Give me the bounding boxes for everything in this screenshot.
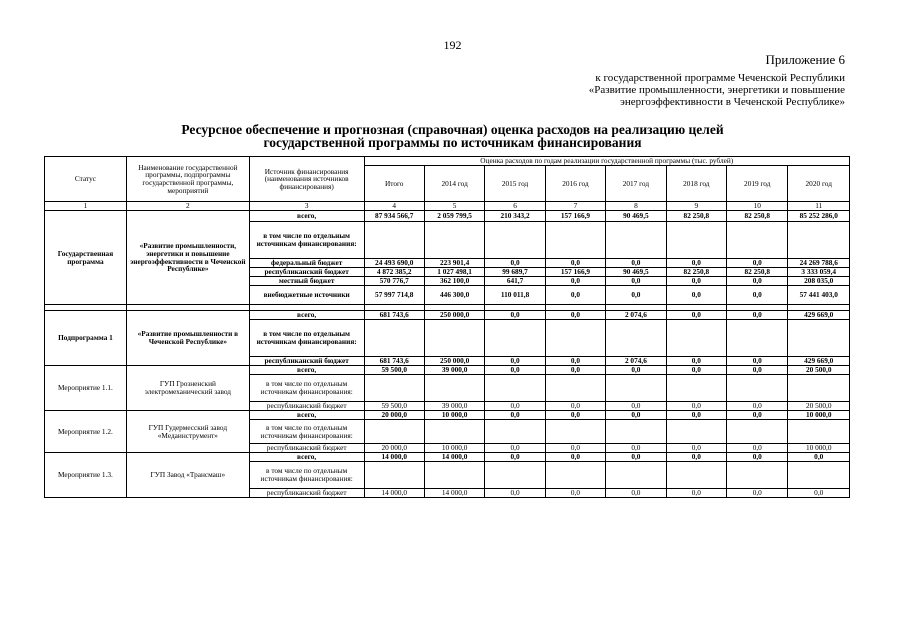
header-year: Итого (364, 166, 424, 202)
cell-value: 59 500,0 (364, 402, 424, 411)
cell-empty (364, 320, 424, 357)
cell-value: 0,0 (606, 444, 666, 453)
cell-value: 2 059 799,5 (424, 211, 484, 222)
cell-value: 2 074,6 (606, 311, 666, 320)
row-status: Мероприятие 1.2. (45, 411, 127, 453)
row-name: «Развитие промышленности, энергетики и повышение энергоэффективности в Чеченской Республике» (126, 211, 249, 305)
row-source: местный бюджет (249, 277, 364, 286)
appendix-subtitle (589, 72, 845, 108)
cell-empty (666, 222, 726, 259)
cell-value: 0,0 (727, 411, 788, 420)
cell-value: 0,0 (545, 444, 605, 453)
cell-value: 39 000,0 (424, 402, 484, 411)
cell-value: 0,0 (666, 366, 726, 375)
cell-value: 10 000,0 (424, 411, 484, 420)
cell-value: 0,0 (485, 311, 545, 320)
cell-value: 0,0 (727, 259, 788, 268)
cell-empty (788, 420, 850, 444)
cell-empty (666, 375, 726, 402)
header-year: 2018 год (666, 166, 726, 202)
cell-value: 0,0 (666, 259, 726, 268)
row-source: всего, (249, 453, 364, 462)
cell-empty (485, 375, 545, 402)
cell-empty (545, 462, 605, 489)
row-source: республиканский бюджет (249, 489, 364, 498)
cell-value: 0,0 (727, 444, 788, 453)
cell-value: 0,0 (545, 402, 605, 411)
column-number: 8 (606, 202, 666, 211)
row-source: республиканский бюджет (249, 357, 364, 366)
cell-value: 0,0 (606, 366, 666, 375)
cell-value: 3 333 059,4 (788, 268, 850, 277)
cell-value: 20 500,0 (788, 366, 850, 375)
cell-value: 250 000,0 (424, 357, 484, 366)
cell-value: 0,0 (666, 357, 726, 366)
cell-value: 0,0 (666, 402, 726, 411)
row-source: внебюджетные источники (249, 286, 364, 305)
cell-value: 10 000,0 (788, 411, 850, 420)
cell-empty (424, 462, 484, 489)
cell-value: 0,0 (727, 489, 788, 498)
cell-value: 0,0 (606, 259, 666, 268)
cell-value: 250 000,0 (424, 311, 484, 320)
cell-value: 24 493 690,0 (364, 259, 424, 268)
cell-value: 0,0 (606, 489, 666, 498)
cell-empty (424, 420, 484, 444)
cell-empty (545, 222, 605, 259)
cell-value: 0,0 (727, 402, 788, 411)
cell-value: 429 669,0 (788, 357, 850, 366)
cell-value: 0,0 (545, 277, 605, 286)
row-source: всего, (249, 366, 364, 375)
cell-value: 0,0 (666, 311, 726, 320)
cell-value: 210 343,2 (485, 211, 545, 222)
cell-value: 0,0 (788, 453, 850, 462)
header-status: Статус (45, 157, 127, 202)
cell-value: 0,0 (666, 444, 726, 453)
row-source: в том числе по отдельным источникам финансирования: (249, 222, 364, 259)
header-year: 2017 год (606, 166, 666, 202)
header-source: Источник финансирования (наименования источников финансирования) (249, 157, 364, 202)
cell-value: 110 011,8 (485, 286, 545, 305)
appendix-line: «Развитие промышленности, энергетики и повышение (588, 84, 845, 96)
cell-value: 0,0 (545, 453, 605, 462)
column-number: 10 (727, 202, 788, 211)
cell-empty (788, 320, 850, 357)
cell-value: 87 934 566,7 (364, 211, 424, 222)
cell-value: 0,0 (788, 489, 850, 498)
cell-value: 0,0 (727, 453, 788, 462)
column-number: 4 (364, 202, 424, 211)
cell-value: 0,0 (485, 489, 545, 498)
row-source: в том числе по отдельным источникам финансирования: (249, 320, 364, 357)
row-name: ГУП Завод «Трансмаш» (126, 453, 249, 498)
cell-value: 0,0 (727, 277, 788, 286)
cell-empty (545, 420, 605, 444)
cell-value: 20 000,0 (364, 411, 424, 420)
column-number: 11 (788, 202, 850, 211)
cell-value: 0,0 (485, 357, 545, 366)
cell-empty (424, 222, 484, 259)
cell-value: 14 000,0 (364, 453, 424, 462)
cell-empty (364, 375, 424, 402)
cell-value: 4 872 385,2 (364, 268, 424, 277)
cell-empty (606, 222, 666, 259)
cell-value: 2 074,6 (606, 357, 666, 366)
cell-value: 10 000,0 (424, 444, 484, 453)
row-source: республиканский бюджет (249, 444, 364, 453)
cell-value: 0,0 (485, 259, 545, 268)
column-number: 5 (424, 202, 484, 211)
appendix-title: Приложение 6 (765, 52, 845, 67)
cell-empty (727, 222, 788, 259)
cell-value: 0,0 (606, 286, 666, 305)
cell-empty (788, 462, 850, 489)
cell-empty (727, 420, 788, 444)
cell-value: 0,0 (606, 453, 666, 462)
header-year: 2015 год (485, 166, 545, 202)
cell-value: 0,0 (666, 286, 726, 305)
cell-value: 90 469,5 (606, 268, 666, 277)
row-name: ГУП Гудермесский завод «Медаинструмент» (126, 411, 249, 453)
cell-empty (606, 420, 666, 444)
cell-value: 0,0 (727, 311, 788, 320)
cell-value: 1 027 498,1 (424, 268, 484, 277)
header-year: 2020 год (788, 166, 850, 202)
cell-value: 0,0 (666, 277, 726, 286)
cell-value: 59 500,0 (364, 366, 424, 375)
cell-value: 0,0 (545, 286, 605, 305)
header-year: 2016 год (545, 166, 605, 202)
cell-empty (364, 420, 424, 444)
page-number: 192 (443, 38, 462, 52)
row-source: федеральный бюджет (249, 259, 364, 268)
cell-value: 0,0 (666, 453, 726, 462)
table-row (45, 311, 850, 320)
cell-value: 0,0 (485, 366, 545, 375)
cell-value: 0,0 (606, 411, 666, 420)
cell-empty (666, 462, 726, 489)
cell-value: 14 000,0 (424, 489, 484, 498)
column-number: 2 (126, 202, 249, 211)
appendix-line: к государственной программе Чеченской Республики (595, 72, 845, 84)
cell-value: 0,0 (606, 402, 666, 411)
cell-value: 0,0 (485, 411, 545, 420)
cell-value: 10 000,0 (788, 444, 850, 453)
cell-value: 0,0 (727, 286, 788, 305)
column-number: 1 (45, 202, 127, 211)
cell-value: 223 901,4 (424, 259, 484, 268)
cell-value: 0,0 (727, 357, 788, 366)
row-source: в том числе по отдельным источникам финансирования: (249, 420, 364, 444)
cell-empty (545, 375, 605, 402)
row-status: Подпрограмма 1 (45, 311, 127, 366)
cell-empty (788, 222, 850, 259)
cell-empty (727, 320, 788, 357)
row-source: республиканский бюджет (249, 268, 364, 277)
cell-value: 82 250,8 (727, 211, 788, 222)
cell-value: 0,0 (606, 277, 666, 286)
funding-table (44, 156, 850, 498)
cell-value: 0,0 (485, 402, 545, 411)
cell-value: 362 100,0 (424, 277, 484, 286)
cell-value: 0,0 (545, 366, 605, 375)
row-source: в том числе по отдельным источникам финансирования: (249, 375, 364, 402)
cell-value: 0,0 (545, 311, 605, 320)
cell-value: 641,7 (485, 277, 545, 286)
cell-value: 0,0 (545, 357, 605, 366)
cell-value: 99 689,7 (485, 268, 545, 277)
appendix-line: энергоэффективности в Чеченской Республике» (620, 96, 845, 108)
row-name: ГУП Грозненский электромеханический завод (126, 366, 249, 411)
header-year: 2019 год (727, 166, 788, 202)
row-source: всего, (249, 211, 364, 222)
document-title (0, 123, 905, 149)
cell-value: 0,0 (666, 489, 726, 498)
row-source: республиканский бюджет (249, 402, 364, 411)
cell-value: 0,0 (485, 444, 545, 453)
cell-empty (364, 462, 424, 489)
cell-empty (424, 375, 484, 402)
cell-empty (666, 420, 726, 444)
cell-empty (727, 462, 788, 489)
cell-empty (727, 375, 788, 402)
cell-value: 0,0 (666, 411, 726, 420)
cell-empty (364, 222, 424, 259)
row-status: Мероприятие 1.3. (45, 453, 127, 498)
cell-value: 14 000,0 (364, 489, 424, 498)
cell-value: 429 669,0 (788, 311, 850, 320)
cell-value: 681 743,6 (364, 357, 424, 366)
cell-empty (424, 320, 484, 357)
cell-empty (485, 222, 545, 259)
table-row (45, 366, 850, 375)
cell-empty (606, 320, 666, 357)
cell-empty (606, 462, 666, 489)
cell-value: 446 300,0 (424, 286, 484, 305)
cell-value: 208 035,0 (788, 277, 850, 286)
cell-value: 681 743,6 (364, 311, 424, 320)
cell-value: 0,0 (727, 366, 788, 375)
cell-value: 90 469,5 (606, 211, 666, 222)
cell-empty (666, 320, 726, 357)
header-year: 2014 год (424, 166, 484, 202)
row-name: «Развитие промышленности в Чеченской Республике» (126, 311, 249, 366)
cell-empty (545, 320, 605, 357)
header-estimate: Оценка расходов по годам реализации государственной программы (тыс. рублей) (364, 157, 850, 166)
cell-value: 57 441 403,0 (788, 286, 850, 305)
cell-value: 20 500,0 (788, 402, 850, 411)
column-number: 6 (485, 202, 545, 211)
column-number: 7 (545, 202, 605, 211)
cell-value: 39 000,0 (424, 366, 484, 375)
cell-value: 157 166,9 (545, 211, 605, 222)
header-name: Наименование государственной программы, подпрограммы государственной программы, мероприятий (126, 157, 249, 202)
cell-empty (485, 320, 545, 357)
cell-empty (485, 420, 545, 444)
row-source: в том числе по отдельным источникам финансирования: (249, 462, 364, 489)
cell-value: 24 269 788,6 (788, 259, 850, 268)
document-title-line: Ресурсное обеспечение и прогнозная (справочная) оценка расходов на реализацию целей (181, 122, 724, 137)
row-status: Мероприятие 1.1. (45, 366, 127, 411)
document-title-line: государственной программы по источникам финансирования (263, 135, 642, 150)
cell-value: 0,0 (545, 411, 605, 420)
cell-value: 0,0 (545, 489, 605, 498)
table-row (45, 453, 850, 462)
row-status: Государственная программа (45, 211, 127, 305)
row-source: всего, (249, 411, 364, 420)
table-row (45, 211, 850, 222)
column-number: 9 (666, 202, 726, 211)
column-number: 3 (249, 202, 364, 211)
cell-empty (788, 375, 850, 402)
row-source: всего, (249, 311, 364, 320)
table-row (45, 411, 850, 420)
cell-value: 0,0 (545, 259, 605, 268)
cell-value: 14 000,0 (424, 453, 484, 462)
cell-value: 57 997 714,8 (364, 286, 424, 305)
cell-empty (485, 462, 545, 489)
cell-value: 82 250,8 (666, 268, 726, 277)
cell-value: 0,0 (485, 453, 545, 462)
cell-value: 82 250,8 (727, 268, 788, 277)
cell-empty (606, 375, 666, 402)
cell-value: 570 776,7 (364, 277, 424, 286)
cell-value: 157 166,9 (545, 268, 605, 277)
cell-value: 20 000,0 (364, 444, 424, 453)
cell-value: 82 250,8 (666, 211, 726, 222)
cell-value: 85 252 286,0 (788, 211, 850, 222)
